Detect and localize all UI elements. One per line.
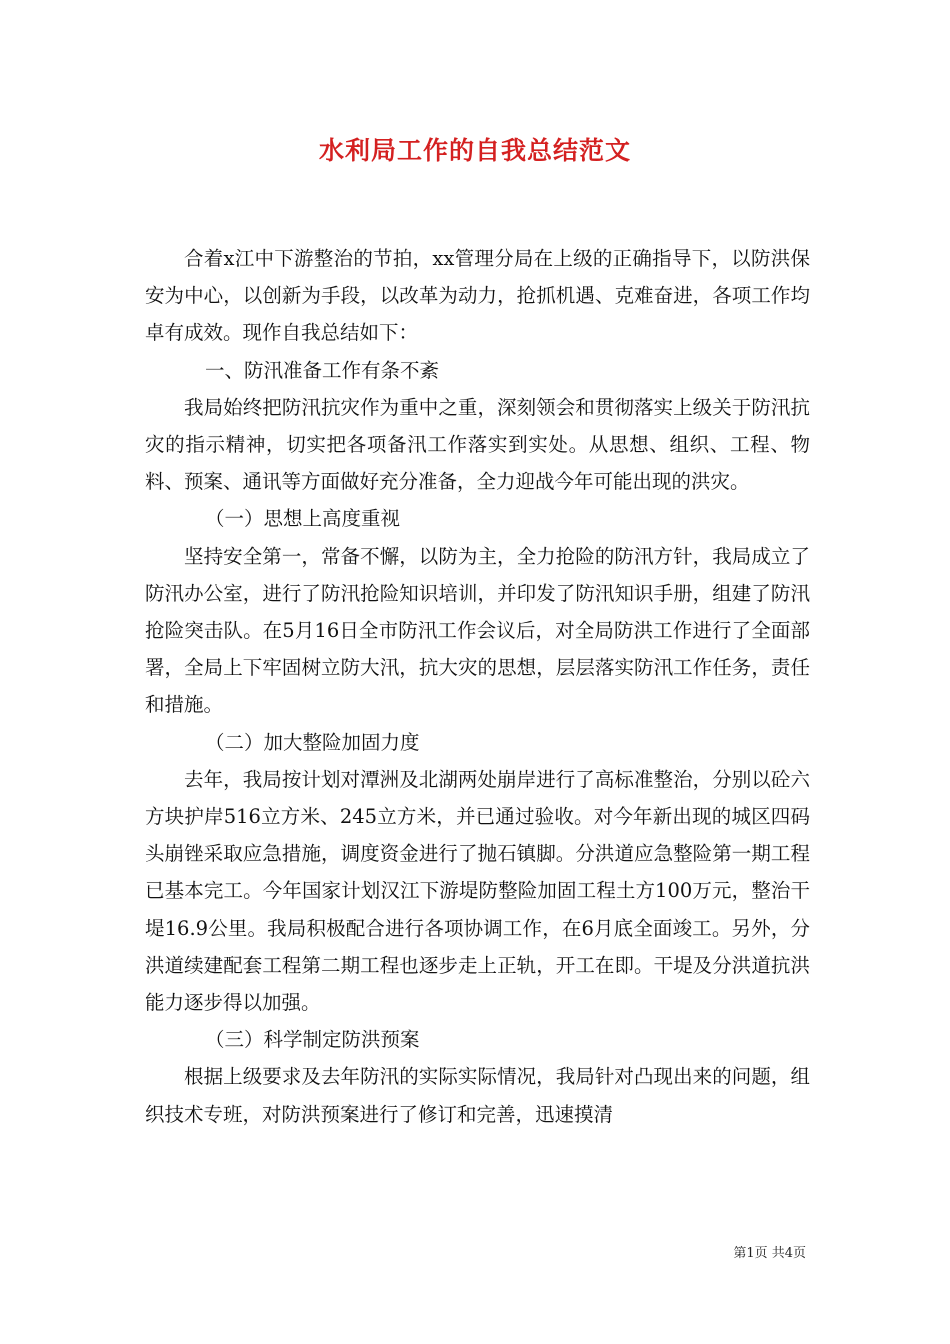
paragraph-subsection-2: 去年，我局按计划对潭洲及北湖两处崩岸进行了高标准整治，分别以砼六方块护岸516立方米、245立方米，并已通过验收。对今年新出现的城区四码头崩锉采取应急措施，调度资金进行了抛石镇脚。分洪道应急整险第一期工程已基本完工。今年国家计划汉江下游堤防整险加固工程土方100万元，整治干堤16.9公里。我局积极配合进行各项协调工作，在6月底全面竣工。另外，分洪道续建配套工程第二期工程也逐步走上正轨，开工在即。干堤及分洪道抗洪能力逐步得以加强。: [145, 767, 810, 1015]
section-heading-1: 一、防汛准备工作有条不紊: [205, 358, 440, 382]
paragraph-intro: 合着x江中下游整治的节拍，xx管理分局在上级的正确指导下，以防洪保安为中心，以创新为手段，以改革为动力，抢抓机遇、克难奋进，各项工作均卓有成效。现作自我总结如下：: [145, 247, 810, 345]
paragraph-subsection-3: 根据上级要求及去年防汛的实际实际情况，我局针对凸现出来的问题，组织技术专班，对防洪预案进行了修订和完善，迅速摸清: [145, 1065, 810, 1126]
page-number-footer: 第1页 共4页: [733, 1246, 806, 1261]
subsection-heading-1: （一）思想上高度重视: [205, 507, 401, 531]
subsection-heading-2: （二）加大整险加固力度: [205, 730, 420, 754]
document-body: [145, 240, 810, 1133]
paragraph-subsection-1: 坚持安全第一，常备不懈，以防为主，全力抢险的防汛方针，我局成立了防汛办公室，进行了防汛抢险知识培训，并印发了防汛知识手册，组建了防汛抢险突击队。在5月16日全市防汛工作会议后，对全局防洪工作进行了全面部署，全局上下牢固树立防大汛，抗大灾的思想，层层落实防汛工作任务，责任和措施。: [145, 544, 810, 717]
paragraph-section-1: 我局始终把防汛抗灾作为重中之重，深刻领会和贯彻落实上级关于防汛抗灾的指示精神，切实把各项备汛工作落实到实处。从思想、组织、工程、物料、预案、通讯等方面做好充分准备，全力迎战今年可能出现的洪灾。: [145, 395, 810, 494]
subsection-heading-3: （三）科学制定防洪预案: [205, 1028, 420, 1052]
document-title: 水利局工作的自我总结范文: [318, 136, 631, 165]
